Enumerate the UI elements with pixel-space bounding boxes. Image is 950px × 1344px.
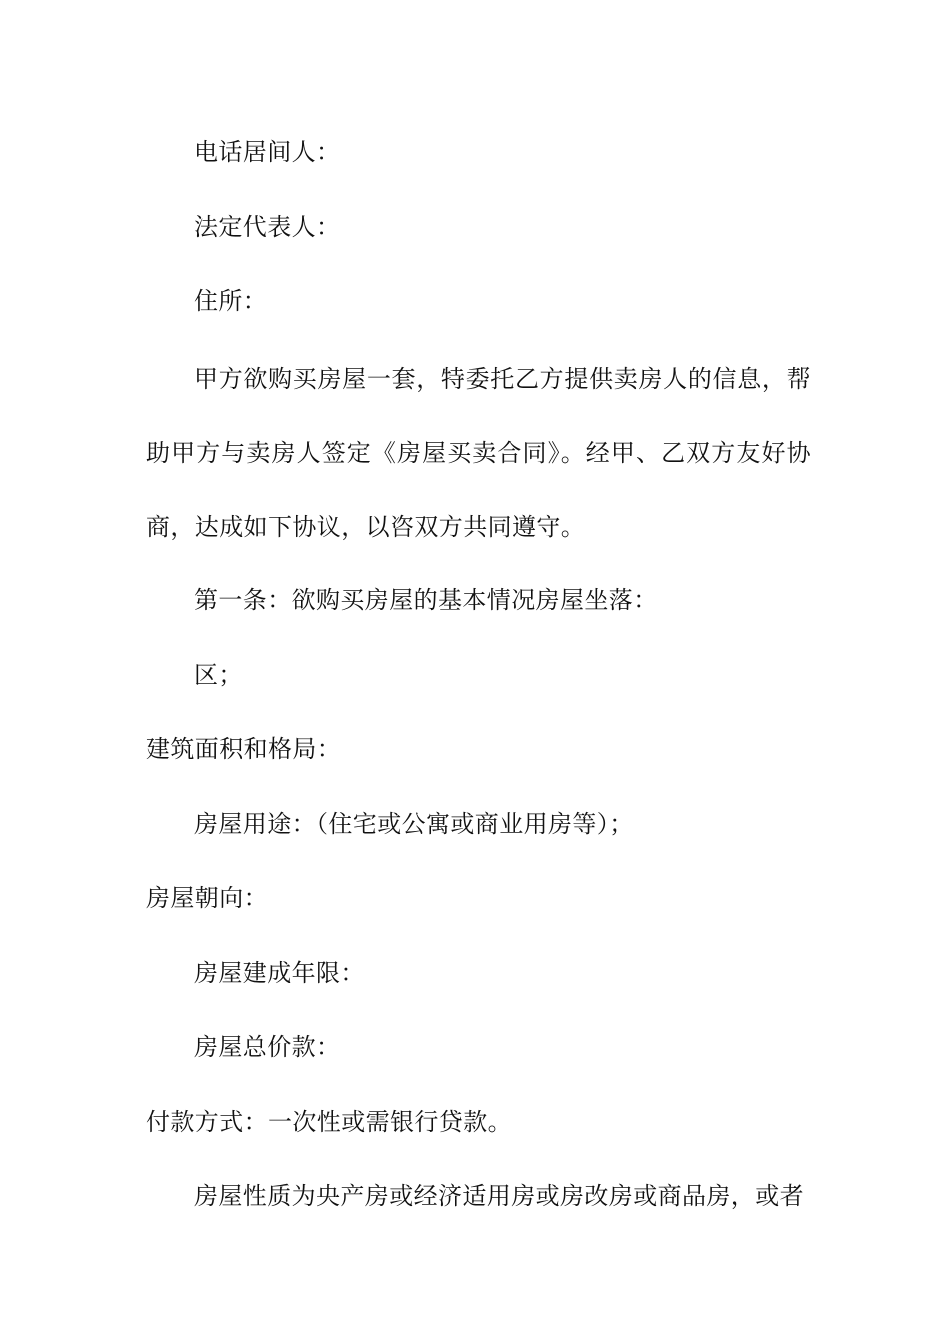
phone-broker-line: 电话居间人： (194, 138, 341, 166)
house-usage-line: 房屋用途：（住宅或公寓或商业用房等）； (194, 810, 634, 838)
floor-area-line: 建筑面积和格局： (146, 735, 342, 763)
total-price-line: 房屋总价款： (194, 1033, 341, 1061)
built-years-line: 房屋建成年限： (194, 959, 365, 987)
address-line: 住所： (194, 287, 268, 315)
article-one-line: 第一条：欲购买房屋的基本情况房屋坐落： (194, 586, 658, 614)
payment-method-line: 付款方式：一次性或需银行贷款。 (146, 1108, 512, 1136)
intro-paragraph: 甲方欲购买房屋一套，特委托乙方提供卖房人的信息，帮助甲方与卖房人签定《房屋买卖合同》。经甲、乙双方友好协商，达成如下协议，以咨双方共同遵守。 (146, 365, 811, 541)
district-line: 区； (194, 661, 243, 689)
legal-representative-line: 法定代表人： (194, 213, 341, 241)
house-nature-line: 房屋性质为央产房或经济适用房或房改房或商品房，或者 (194, 1182, 804, 1210)
house-orientation-line: 房屋朝向： (146, 884, 268, 912)
